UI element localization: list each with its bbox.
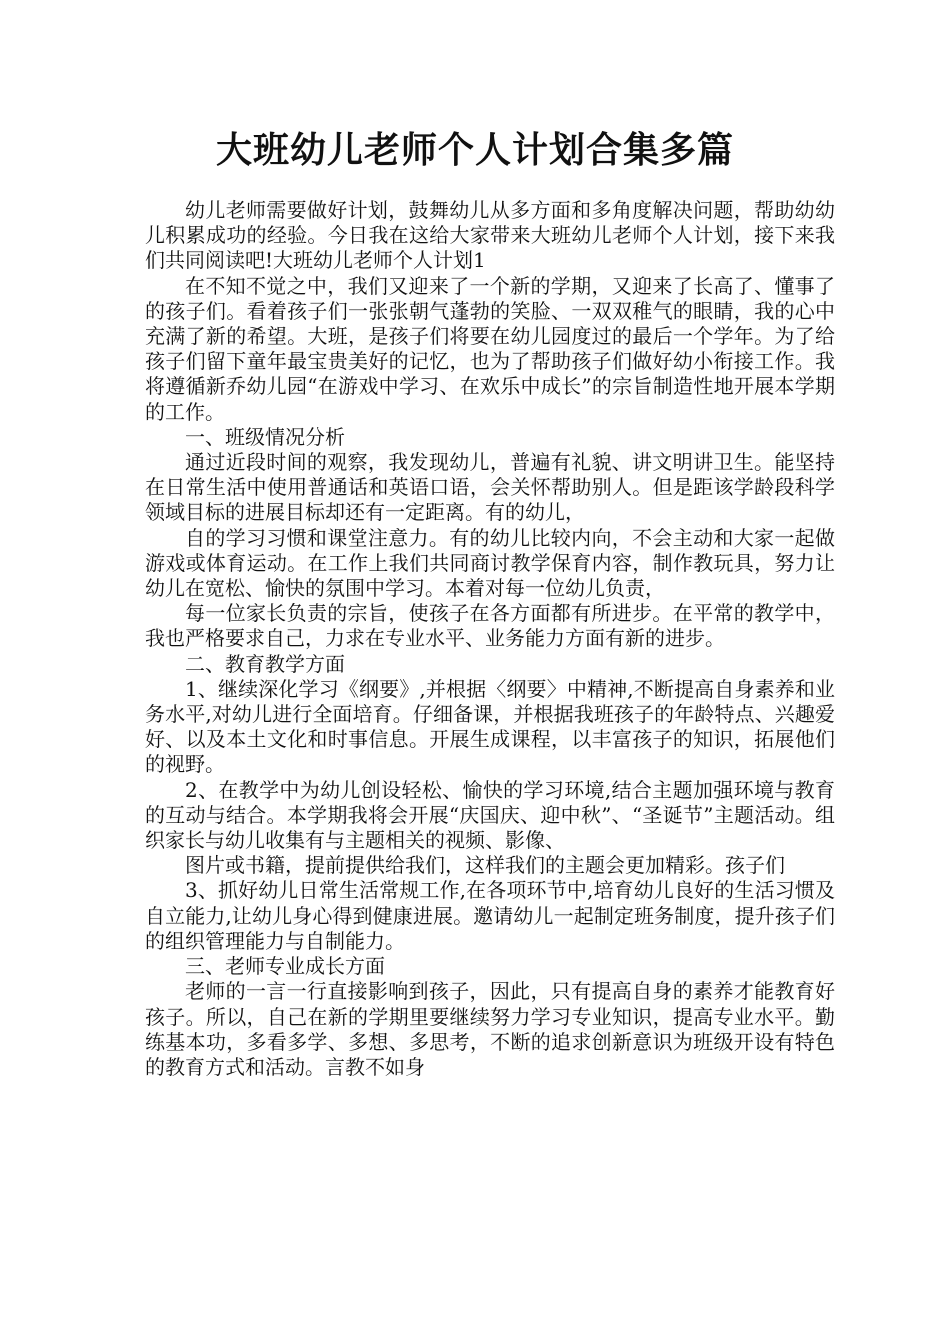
paragraph-teaching-item-3: 3、抓好幼儿日常生活常规工作,在各项环节中,培育幼儿良好的生活习惯及自立能力,让幼儿身心得到健康进展。邀请幼儿一起制定班务制度，提升孩子们的组织管理能力与自制能力。 <box>145 878 835 953</box>
document-title: 大班幼儿老师个人计划合集多篇 <box>215 130 734 171</box>
paragraph-new-semester: 在不知不觉之中，我们又迎来了一个新的学期，又迎来了长高了、懂事了的孩子们。看着孩子们一张张朝气蓬勃的笑脸、一双双稚气的眼睛，我的心中充满了新的希望。大班，是孩子们将要在幼儿园度过的最后一个学年。为了给孩子们留下童年最宝贵美好的记忆，也为了帮助孩子们做好幼小衔接工作。我将遵循新乔幼儿园“在游戏中学习、在欢乐中成长”的宗旨制造性地开展本学期的工作。 <box>145 273 835 424</box>
paragraph-teacher-growth: 老师的一言一行直接影响到孩子，因此，只有提高自身的素养才能教育好孩子。所以，自己在新的学期里要继续努力学习专业知识，提高专业水平。勤练基本功，多看多学、多想、多思考，不断的追求创新意识为班级开设有特色的教育方式和活动。言教不如身 <box>145 979 835 1079</box>
paragraph-parent-responsibility: 每一位家长负责的宗旨，使孩子在各方面都有所进步。在平常的教学中，我也严格要求自己，力求在专业水平、业务能力方面有新的进步。 <box>145 601 835 651</box>
paragraph-intro: 幼儿老师需要做好计划，鼓舞幼儿从多方面和多角度解决问题，帮助幼幼儿积累成功的经验。今日我在这给大家带来大班幼儿老师个人计划，接下来我们共同阅读吧!大班幼儿老师个人计划1 <box>145 198 835 273</box>
paragraph-study-habits: 自的学习习惯和课堂注意力。有的幼儿比较内向，不会主动和大家一起做游戏或体育运动。在工作上我们共同商讨教学保育内容，制作教玩具，努力让幼儿在宽松、愉快的氛围中学习。本着对每一位幼儿负责， <box>145 525 835 601</box>
paragraph-materials: 图片或书籍，提前提供给我们，这样我们的主题会更加精彩。孩子们 <box>185 853 785 878</box>
paragraph-teaching-item-2: 2、在教学中为幼儿创设轻松、愉快的学习环境,结合主题加强环境与教育的互动与结合。本学期我将会开展“庆国庆、迎中秋”、“圣诞节”主题活动。组织家长与幼儿收集有与主题相关的视频、影像、 <box>145 777 835 853</box>
section-heading-class-analysis: 一、班级情况分析 <box>185 424 345 449</box>
paragraph-observation: 通过近段时间的观察，我发现幼儿，普遍有礼貌、讲文明讲卫生。能坚持在日常生活中使用普通话和英语口语，会关怀帮助别人。但是距该学龄段科学领域目标的进展目标却还有一定距离。有的幼儿， <box>145 450 835 525</box>
section-heading-teaching: 二、教育教学方面 <box>185 651 345 676</box>
paragraph-teaching-item-1: 1、继续深化学习《纲要》,并根据〈纲要〉中精神,不断提高自身素养和业务水平,对幼儿进行全面培育。仔细备课，并根据我班孩子的年龄特点、兴趣爱好、以及本土文化和时事信息。开展生成课程，以丰富孩子的知识，拓展他们的视野。 <box>145 676 835 777</box>
section-heading-professional-growth: 三、老师专业成长方面 <box>185 954 385 979</box>
document-body <box>145 198 835 1080</box>
